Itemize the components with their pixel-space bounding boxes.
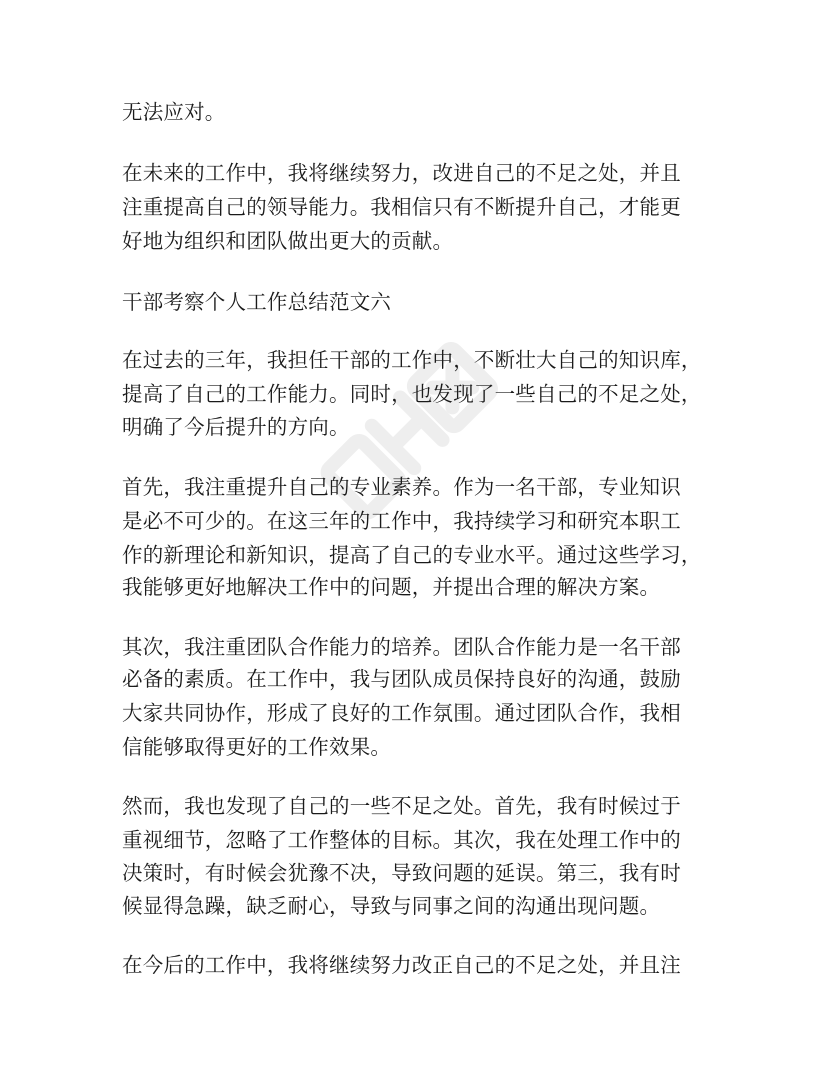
text-line-17: 然而，我也发现了自己的一些不足之处。首先，我有时候过于 (122, 794, 681, 818)
text-line-7: 提高了自己的工作能力。同时，也发现了一些自己的不足之处， (122, 382, 702, 406)
section-heading: 干部考察个人工作总结范文六 (122, 290, 392, 314)
text-line-3: 注重提高自己的领导能力。我相信只有不断提升自己，才能更 (122, 195, 681, 219)
text-line-14: 必备的素质。在工作中，我与团队成员保持良好的沟通，鼓励 (122, 667, 681, 691)
text-line-15: 大家共同协作，形成了良好的工作氛围。通过团队合作，我相 (122, 701, 681, 725)
text-line-8: 明确了今后提升的方向。 (122, 415, 350, 439)
text-line-16: 信能够取得更好的工作效果。 (122, 735, 392, 759)
text-line-12: 我能够更好地解决工作中的问题，并提出合理的解决方案。 (122, 575, 661, 599)
text-line-1: 无法应对。 (122, 100, 226, 124)
text-line-9: 首先，我注重提升自己的专业素养。作为一名干部，专业知识 (122, 475, 681, 499)
text-line-6: 在过去的三年，我担任干部的工作中，不断壮大自己的知识库， (122, 348, 702, 372)
text-line-13: 其次，我注重团队合作能力的培养。团队合作能力是一名干部 (122, 635, 681, 659)
text-line-2: 在未来的工作中，我将继续努力，改进自己的不足之处，并且 (122, 161, 681, 185)
text-line-19: 决策时，有时候会犹豫不决，导致问题的延误。第三，我有时 (122, 861, 681, 885)
text-line-20: 候显得急躁，缺乏耐心，导致与同事之间的沟通出现问题。 (122, 894, 661, 918)
text-line-21: 在今后的工作中，我将继续努力改正自己的不足之处，并且注 (122, 953, 681, 977)
text-line-10: 是必不可少的。在这三年的工作中，我持续学习和研究本职工 (122, 509, 681, 533)
text-line-4: 好地为组织和团队做出更大的贡献。 (122, 229, 454, 253)
text-line-11: 作的新理论和新知识，提高了自己的专业水平。通过这些学习， (122, 543, 702, 567)
text-line-18: 重视细节，忽略了工作整体的目标。其次，我在处理工作中的 (122, 828, 681, 852)
